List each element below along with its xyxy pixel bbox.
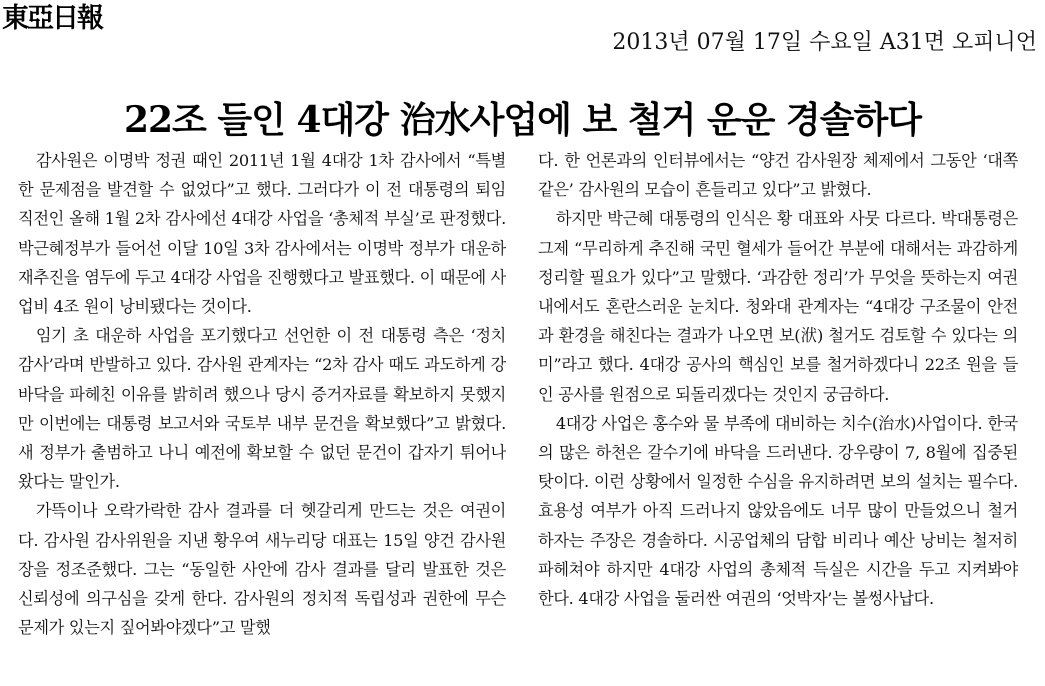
article-paragraph: 4대강 사업은 홍수와 물 부족에 대비하는 치수(治水)사업이다. 한국의 많은 하천은 갈수기에 바닥을 드러낸다. 강우량이 7, 8월에 집중된 탓이다. 이런 상황에서 일정한 수심을 유지하려면 보의 설치는 필수다. 효용성 여부가 아직 드러나지 않았음에도 너무 많이 만들었으니 철거하자는 주장은 경솔하다. 시공업체의 담합 비리나 예산 낭비는 철저히 파헤쳐야 하지만 4대강 사업의 총체적 득실은 시간을 두고 지켜봐야 한다. 4대강 사업을 둘러싼 여권의 ‘엇박자’는 볼썽사납다. [538, 413, 1018, 609]
article-paragraph: 감사원은 이명박 정권 때인 2011년 1월 4대강 1차 감사에서 “특별한 문제점을 발견할 수 없었다”고 했다. 그러다가 이 전 대통령의 퇴임 직전인 올해 1월 2차 감사에선 4대강 사업을 ‘총체적 부실’로 판정했다. 박근혜정부가 들어선 이달 10일 3차 감사에서는 이명박 정부가 대운하 재추진을 염두에 두고 4대강 사업을 진행했다고 발표했다. 이 때문에 사업비 4조 원이 낭비됐다는 것이다. [18, 151, 506, 317]
headline: 22조 들인 4대강 治水사업에 보 철거 운운 경솔하다 [123, 99, 922, 142]
newspaper-logo: 東亞日報 [2, 3, 102, 34]
dateline: 2013년 07월 17일 수요일 A31면 오피니언 [612, 30, 1037, 55]
article-paragraph: 임기 초 대운하 사업을 포기했다고 선언한 이 전 대통령 측은 ‘정치 감사’라며 반발하고 있다. 감사원 관계자는 “2차 감사 때도 과도하게 강바닥을 파헤친 이유를 밝히려 했으나 당시 증거자료를 확보하지 못했지만 이번에는 대통령 보고서와 국토부 내부 문건을 확보했다”고 밝혔다. 새 정부가 출범하고 나니 예전에 확보할 수 없던 문건이 갑자기 튀어나왔다는 말인가. [18, 326, 506, 492]
article-column-right [538, 146, 1018, 613]
article-paragraph: 가뜩이나 오락가락한 감사 결과를 더 헷갈리게 만드는 것은 여권이다. 감사원 감사위원을 지낸 황우여 새누리당 대표는 15일 양건 감사원장을 정조준했다. 그는 “동일한 사안에 감사 결과를 달리 발표한 것은 신뢰성에 의구심을 갖게 한다. 감사원의 정치적 독립성과 권한에 무슨 문제가 있는지 짚어봐야겠다”고 말했 [18, 501, 506, 638]
article-paragraph-continued: 다. 한 언론과의 인터뷰에서는 “양건 감사원장 체제에서 그동안 ‘대쪽 같은’ 감사원의 모습이 흔들리고 있다”고 밝혔다. [538, 151, 1018, 200]
article-paragraph: 하지만 박근혜 대통령의 인식은 황 대표와 사뭇 다르다. 박대통령은 그제 “무리하게 추진해 국민 혈세가 들어간 부분에 대해서는 과감하게 정리할 필요가 있다”고 말했다. ‘과감한 정리’가 무엇을 뜻하는지 여권 내에서도 혼란스러운 눈치다. 청와대 관계자는 “4대강 구조물이 안전과 환경을 해친다는 결과가 나오면 보(洑) 철거도 검토할 수 있다는 의미”라고 했다. 4대강 공사의 핵심인 보를 철거하겠다니 22조 원을 들인 공사를 원점으로 되돌리겠다는 것인지 궁금하다. [538, 209, 1018, 404]
article-column-left [18, 146, 506, 642]
